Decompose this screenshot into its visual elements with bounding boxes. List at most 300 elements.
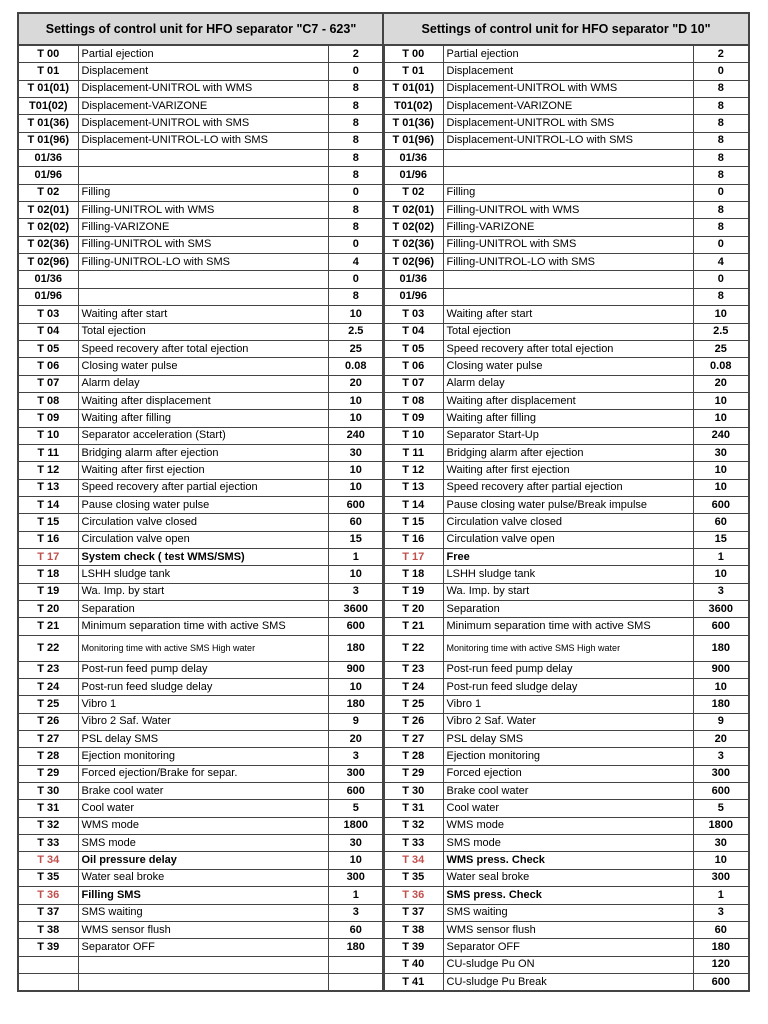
parameter-code: T 03 — [383, 306, 443, 323]
table-row — [383, 601, 749, 618]
parameter-description: Ejection monitoring — [78, 748, 328, 765]
parameter-description: Filling-UNITROL with WMS — [78, 202, 328, 219]
parameter-code: T 25 — [18, 696, 78, 713]
parameter-value: 0 — [693, 184, 749, 201]
parameter-code: T 02 — [383, 184, 443, 201]
parameter-description: Closing water pulse — [78, 358, 328, 375]
parameter-value: 10 — [328, 392, 384, 409]
parameter-code: T 17 — [383, 548, 443, 565]
table-row — [383, 817, 749, 834]
parameter-description: PSL delay SMS — [443, 731, 693, 748]
parameter-code: T 05 — [383, 340, 443, 357]
parameter-value: 8 — [328, 115, 384, 132]
parameter-code: T 14 — [383, 496, 443, 513]
table-row — [383, 392, 749, 409]
table-row — [18, 80, 384, 97]
parameter-code — [18, 973, 78, 991]
table-row — [18, 679, 384, 696]
table-row — [383, 167, 749, 184]
parameter-value: 240 — [693, 427, 749, 444]
parameter-description: Speed recovery after partial ejection — [443, 479, 693, 496]
table-row — [18, 115, 384, 132]
table-row — [383, 427, 749, 444]
table-row — [18, 869, 384, 886]
table-row — [383, 566, 749, 583]
table-row — [18, 219, 384, 236]
table-row — [18, 635, 384, 661]
parameter-value: 2.5 — [693, 323, 749, 340]
table-row — [18, 340, 384, 357]
table-row — [383, 202, 749, 219]
parameter-value: 4 — [693, 254, 749, 271]
parameter-description: Circulation valve closed — [78, 514, 328, 531]
table-row — [18, 887, 384, 904]
table-row — [18, 618, 384, 635]
parameter-code: T 12 — [383, 462, 443, 479]
parameter-code: T 02(36) — [383, 236, 443, 253]
parameter-code: 01/96 — [383, 288, 443, 305]
parameter-value — [328, 956, 384, 973]
table-row — [383, 514, 749, 531]
table-row — [383, 271, 749, 288]
parameter-description: Separator OFF — [443, 939, 693, 956]
parameter-description: Wa. Imp. by start — [443, 583, 693, 600]
table-row — [18, 817, 384, 834]
parameter-value: 20 — [693, 731, 749, 748]
parameter-description: Minimum separation time with active SMS — [443, 618, 693, 635]
parameter-value: 15 — [693, 531, 749, 548]
table-row — [383, 748, 749, 765]
table-row — [383, 973, 749, 991]
parameter-code: T 01 — [383, 63, 443, 80]
parameter-value: 10 — [693, 462, 749, 479]
panel-c7-623 — [17, 12, 383, 992]
table-row — [18, 956, 384, 973]
table-row — [18, 132, 384, 149]
parameter-description: WMS mode — [443, 817, 693, 834]
table-row — [18, 167, 384, 184]
parameter-value: 60 — [328, 514, 384, 531]
parameter-value: 3 — [693, 904, 749, 921]
table-row — [18, 98, 384, 115]
parameter-value: 10 — [693, 679, 749, 696]
parameter-code: T 28 — [18, 748, 78, 765]
parameter-code: T 17 — [18, 548, 78, 565]
parameter-code: T01(02) — [383, 98, 443, 115]
parameter-code: T 07 — [18, 375, 78, 392]
table-row — [18, 236, 384, 253]
parameter-code: T 39 — [383, 939, 443, 956]
table-row — [18, 427, 384, 444]
parameter-description: Forced ejection — [443, 765, 693, 782]
table-row — [383, 548, 749, 565]
parameter-description — [78, 167, 328, 184]
parameter-value: 8 — [693, 202, 749, 219]
table-row — [18, 583, 384, 600]
table-body — [383, 45, 749, 991]
parameter-value: 180 — [693, 696, 749, 713]
parameter-code: T 23 — [18, 661, 78, 678]
parameter-code: T 24 — [18, 679, 78, 696]
table-row — [383, 306, 749, 323]
parameter-description: Waiting after first ejection — [78, 462, 328, 479]
parameter-code: T 30 — [383, 783, 443, 800]
parameter-value: 120 — [693, 956, 749, 973]
table-row — [18, 835, 384, 852]
parameter-description: Post-run feed pump delay — [443, 661, 693, 678]
parameter-code: T 11 — [18, 444, 78, 461]
parameter-description: SMS waiting — [443, 904, 693, 921]
table-row — [18, 271, 384, 288]
parameter-description: Waiting after displacement — [78, 392, 328, 409]
parameter-code: 01/36 — [18, 150, 78, 167]
parameter-description: PSL delay SMS — [78, 731, 328, 748]
parameter-description: Vibro 1 — [78, 696, 328, 713]
parameter-code: T 37 — [383, 904, 443, 921]
parameter-code: T 00 — [383, 45, 443, 63]
table-row — [383, 45, 749, 63]
parameter-code: T 16 — [18, 531, 78, 548]
table-row — [18, 939, 384, 956]
parameter-value: 2 — [328, 45, 384, 63]
table-row — [383, 887, 749, 904]
parameter-description: Separator Start-Up — [443, 427, 693, 444]
parameter-description: Filling — [78, 184, 328, 201]
parameter-value: 10 — [328, 462, 384, 479]
table-row — [383, 410, 749, 427]
table-header-row — [18, 13, 384, 45]
parameter-value: 10 — [328, 306, 384, 323]
panel-d10 — [382, 12, 748, 992]
parameter-description: CU-sludge Pu Break — [443, 973, 693, 991]
parameter-value: 8 — [693, 80, 749, 97]
parameter-description: Waiting after filling — [443, 410, 693, 427]
parameter-value: 60 — [693, 514, 749, 531]
table-row — [383, 869, 749, 886]
parameter-code: T 19 — [18, 583, 78, 600]
parameter-value: 60 — [693, 921, 749, 938]
parameter-description: Separation — [443, 601, 693, 618]
parameter-code: T 02(01) — [18, 202, 78, 219]
parameter-code: T 35 — [383, 869, 443, 886]
table-row — [383, 783, 749, 800]
parameter-description: Brake cool water — [78, 783, 328, 800]
parameter-description: WMS press. Check — [443, 852, 693, 869]
parameter-code: 01/96 — [18, 288, 78, 305]
parameter-value: 8 — [328, 150, 384, 167]
table-row — [18, 661, 384, 678]
parameter-value: 180 — [328, 635, 384, 661]
parameter-code: T 28 — [383, 748, 443, 765]
parameter-code: T 04 — [18, 323, 78, 340]
table-row — [18, 748, 384, 765]
parameter-description: Filling-UNITROL with SMS — [78, 236, 328, 253]
parameter-value: 30 — [328, 444, 384, 461]
parameter-value: 0 — [328, 236, 384, 253]
parameter-code: T 41 — [383, 973, 443, 991]
settings-table-c7-623 — [17, 12, 385, 992]
parameter-description: Filling-VARIZONE — [443, 219, 693, 236]
parameter-code: T 32 — [383, 817, 443, 834]
parameter-value: 300 — [693, 869, 749, 886]
table-row — [383, 479, 749, 496]
parameter-code: T 37 — [18, 904, 78, 921]
parameter-description: SMS waiting — [78, 904, 328, 921]
table-row — [383, 852, 749, 869]
parameter-value: 3600 — [328, 601, 384, 618]
parameter-code: T 38 — [18, 921, 78, 938]
parameter-value: 30 — [328, 835, 384, 852]
table-row — [18, 288, 384, 305]
parameter-description: Water seal broke — [443, 869, 693, 886]
parameter-code: T 09 — [18, 410, 78, 427]
parameter-description: Waiting after first ejection — [443, 462, 693, 479]
parameter-code: T 27 — [18, 731, 78, 748]
parameter-value: 1 — [328, 887, 384, 904]
table-row — [383, 98, 749, 115]
parameter-description: Free — [443, 548, 693, 565]
parameter-description: Post-run feed sludge delay — [78, 679, 328, 696]
parameter-description: Wa. Imp. by start — [78, 583, 328, 600]
parameter-description: Partial ejection — [443, 45, 693, 63]
parameter-description: Displacement-UNITROL-LO with SMS — [443, 132, 693, 149]
parameter-description: WMS sensor flush — [78, 921, 328, 938]
parameter-value: 0 — [328, 63, 384, 80]
table-row — [383, 496, 749, 513]
parameter-value: 1800 — [328, 817, 384, 834]
table-row — [18, 306, 384, 323]
parameter-code: T 19 — [383, 583, 443, 600]
parameter-description: Alarm delay — [78, 375, 328, 392]
table-row — [18, 973, 384, 991]
parameter-code: T 25 — [383, 696, 443, 713]
parameter-code: T 03 — [18, 306, 78, 323]
parameter-value: 10 — [328, 852, 384, 869]
parameter-description: Waiting after filling — [78, 410, 328, 427]
parameter-value: 60 — [328, 921, 384, 938]
parameter-value: 240 — [328, 427, 384, 444]
table-row — [383, 904, 749, 921]
parameter-description: Filling SMS — [78, 887, 328, 904]
table-row — [18, 375, 384, 392]
table-row — [383, 115, 749, 132]
parameter-description: Vibro 2 Saf. Water — [443, 713, 693, 730]
parameter-code: T 15 — [383, 514, 443, 531]
parameter-value: 20 — [328, 731, 384, 748]
parameter-description: Filling — [443, 184, 693, 201]
table-row — [383, 254, 749, 271]
parameter-description: Closing water pulse — [443, 358, 693, 375]
parameter-value: 25 — [328, 340, 384, 357]
table-title: Settings of control unit for HFO separator "C7 - 623" — [18, 13, 384, 45]
table-row — [383, 358, 749, 375]
parameter-code: T 12 — [18, 462, 78, 479]
parameter-value: 0 — [693, 63, 749, 80]
parameter-value: 600 — [328, 496, 384, 513]
parameter-description — [443, 288, 693, 305]
parameter-description: Water seal broke — [78, 869, 328, 886]
parameter-description: SMS mode — [443, 835, 693, 852]
parameter-description: Displacement-UNITROL with WMS — [443, 80, 693, 97]
parameter-description: Displacement-UNITROL-LO with SMS — [78, 132, 328, 149]
parameter-description: Displacement-UNITROL with SMS — [78, 115, 328, 132]
parameter-description — [78, 973, 328, 991]
parameter-description: WMS mode — [78, 817, 328, 834]
parameter-value: 8 — [328, 80, 384, 97]
parameter-code: T 11 — [383, 444, 443, 461]
table-row — [383, 679, 749, 696]
parameter-description — [78, 271, 328, 288]
table-row — [383, 80, 749, 97]
table-row — [383, 713, 749, 730]
parameter-value: 0 — [693, 271, 749, 288]
parameter-description: Vibro 1 — [443, 696, 693, 713]
table-row — [18, 496, 384, 513]
parameter-value: 8 — [693, 150, 749, 167]
table-row — [18, 713, 384, 730]
table-row — [383, 63, 749, 80]
table-row — [383, 288, 749, 305]
parameter-code: T 22 — [18, 635, 78, 661]
parameter-value: 30 — [693, 444, 749, 461]
parameter-value: 8 — [328, 202, 384, 219]
parameter-description: Brake cool water — [443, 783, 693, 800]
parameter-value: 4 — [328, 254, 384, 271]
parameter-description: Filling-VARIZONE — [78, 219, 328, 236]
table-row — [383, 150, 749, 167]
parameter-description: Bridging alarm after ejection — [78, 444, 328, 461]
parameter-value: 10 — [328, 566, 384, 583]
parameter-code: T 14 — [18, 496, 78, 513]
parameter-code: T 06 — [383, 358, 443, 375]
parameter-description: Separator OFF — [78, 939, 328, 956]
parameter-value: 10 — [693, 479, 749, 496]
parameter-description: Displacement — [78, 63, 328, 80]
parameter-description: Displacement-UNITROL with WMS — [78, 80, 328, 97]
parameter-code: T 01(96) — [18, 132, 78, 149]
parameter-code: T 01(36) — [18, 115, 78, 132]
table-row — [383, 618, 749, 635]
parameter-value: 600 — [328, 783, 384, 800]
parameter-value: 1800 — [693, 817, 749, 834]
parameter-code: T 33 — [383, 835, 443, 852]
parameter-value: 3 — [328, 904, 384, 921]
parameter-code: T 16 — [383, 531, 443, 548]
table-row — [18, 800, 384, 817]
parameter-code: T 31 — [383, 800, 443, 817]
parameter-code: T 01(01) — [18, 80, 78, 97]
parameter-value: 10 — [328, 679, 384, 696]
parameter-value: 8 — [328, 132, 384, 149]
parameter-value: 0 — [328, 184, 384, 201]
parameter-value: 900 — [693, 661, 749, 678]
parameter-description: Separator acceleration (Start) — [78, 427, 328, 444]
parameter-code: T 29 — [383, 765, 443, 782]
parameter-value: 20 — [693, 375, 749, 392]
table-row — [383, 236, 749, 253]
parameter-description: SMS mode — [78, 835, 328, 852]
parameter-description: Post-run feed pump delay — [78, 661, 328, 678]
parameter-value: 10 — [693, 392, 749, 409]
parameter-value: 3 — [693, 583, 749, 600]
table-row — [383, 323, 749, 340]
parameter-description: Forced ejection/Brake for separ. — [78, 765, 328, 782]
parameter-description: Pause closing water pulse/Break impulse — [443, 496, 693, 513]
parameter-value: 180 — [328, 939, 384, 956]
parameter-description: LSHH sludge tank — [443, 566, 693, 583]
parameter-value: 8 — [328, 167, 384, 184]
parameter-description: Speed recovery after total ejection — [78, 340, 328, 357]
parameter-value: 180 — [328, 696, 384, 713]
parameter-description: Monitoring time with active SMS High water — [78, 635, 328, 661]
parameter-value: 10 — [693, 852, 749, 869]
parameter-description: Monitoring time with active SMS High water — [443, 635, 693, 661]
parameter-value: 2 — [693, 45, 749, 63]
parameter-code: T 40 — [383, 956, 443, 973]
parameter-code: T 10 — [383, 427, 443, 444]
table-row — [18, 731, 384, 748]
table-row — [383, 531, 749, 548]
parameter-code: T 02(96) — [383, 254, 443, 271]
table-row — [383, 583, 749, 600]
table-row — [18, 696, 384, 713]
parameter-code: T 36 — [383, 887, 443, 904]
parameter-value: 3 — [328, 748, 384, 765]
parameter-value: 25 — [693, 340, 749, 357]
parameter-code: T 26 — [383, 713, 443, 730]
parameter-description — [443, 271, 693, 288]
parameter-description: Ejection monitoring — [443, 748, 693, 765]
table-row — [18, 63, 384, 80]
parameter-code: T 18 — [383, 566, 443, 583]
parameter-code: T 02(02) — [18, 219, 78, 236]
table-row — [383, 462, 749, 479]
parameter-description: Total ejection — [443, 323, 693, 340]
parameter-value: 1 — [693, 887, 749, 904]
parameter-value: 8 — [328, 219, 384, 236]
parameter-description: Waiting after displacement — [443, 392, 693, 409]
parameter-code: T 01(36) — [383, 115, 443, 132]
table-row — [383, 661, 749, 678]
parameter-value: 8 — [693, 132, 749, 149]
parameter-description: Pause closing water pulse — [78, 496, 328, 513]
parameter-description: LSHH sludge tank — [78, 566, 328, 583]
parameter-value: 8 — [693, 98, 749, 115]
parameter-description: Separation — [78, 601, 328, 618]
parameter-value: 20 — [328, 375, 384, 392]
table-row — [383, 939, 749, 956]
table-row — [18, 410, 384, 427]
table-row — [383, 765, 749, 782]
parameter-description: Displacement-UNITROL with SMS — [443, 115, 693, 132]
table-row — [383, 696, 749, 713]
parameter-description: Filling-UNITROL with SMS — [443, 236, 693, 253]
parameter-value: 1 — [328, 548, 384, 565]
table-row — [18, 852, 384, 869]
parameter-code: T 18 — [18, 566, 78, 583]
table-row — [18, 202, 384, 219]
parameter-description: Speed recovery after partial ejection — [78, 479, 328, 496]
parameter-code: T 02(36) — [18, 236, 78, 253]
parameter-value: 180 — [693, 635, 749, 661]
parameter-code: T 07 — [383, 375, 443, 392]
parameter-value: 2.5 — [328, 323, 384, 340]
parameter-code: T 32 — [18, 817, 78, 834]
parameter-code: T01(02) — [18, 98, 78, 115]
parameter-code: T 35 — [18, 869, 78, 886]
parameter-description: Circulation valve open — [78, 531, 328, 548]
parameter-value: 10 — [328, 410, 384, 427]
